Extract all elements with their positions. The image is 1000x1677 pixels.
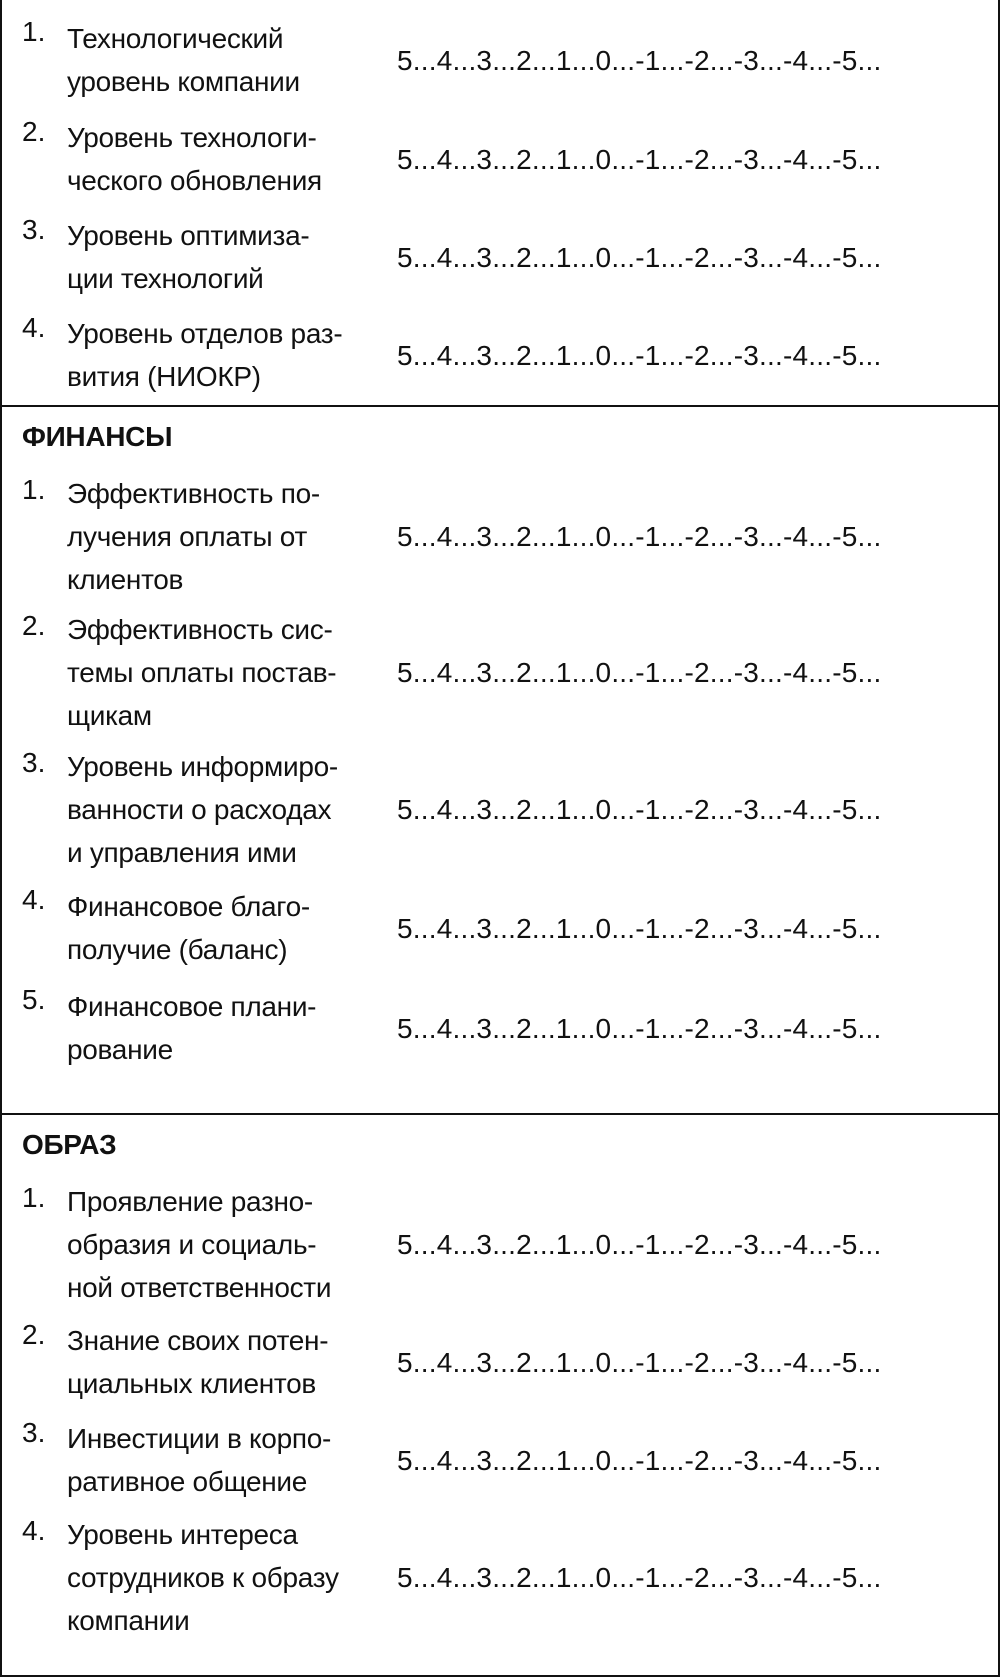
table-row xyxy=(2,978,998,1078)
item-label: Уровень интереса сотрудников к образу компании xyxy=(67,1519,339,1636)
table-row xyxy=(2,604,998,741)
section-image xyxy=(2,1113,998,1673)
item-label: Финансовое плани- рование xyxy=(67,991,317,1065)
rating-scale: 5...4...3...2...1...0...-1...-2...-3...-4...-5... xyxy=(397,1562,882,1593)
item-number: 1. xyxy=(22,474,46,505)
rating-scale: 5...4...3...2...1...0...-1...-2...-3...-4...-5... xyxy=(397,1444,882,1476)
table-row xyxy=(2,110,998,208)
item-label: Эффективность по- лучения оплаты от клиентов xyxy=(67,477,320,595)
table-row xyxy=(2,208,998,306)
item-number: 2. xyxy=(22,610,46,641)
item-number: 3. xyxy=(22,214,46,245)
rating-scale: 5...4...3...2...1...0...-1...-2...-3...-4...-5... xyxy=(397,1229,882,1260)
rating-scale: 5...4...3...2...1...0...-1...-2...-3...-4...-5... xyxy=(397,241,882,273)
item-label: Уровень отделов раз- вития (НИОКР) xyxy=(67,318,343,392)
table-row xyxy=(2,878,998,978)
item-label: Уровень информиро- ванности о расходах и управления ими xyxy=(67,751,338,868)
rating-scale: 5...4...3...2...1...0...-1...-2...-3...-4...-5... xyxy=(397,143,882,175)
item-number: 4. xyxy=(22,884,46,915)
item-label: Уровень оптимиза- ции технологий xyxy=(67,220,310,294)
section-technology xyxy=(2,0,998,405)
item-number: 2. xyxy=(22,1319,46,1350)
item-number: 3. xyxy=(22,1417,46,1448)
item-label: Эффективность сис- темы оплаты постав- щикам xyxy=(67,614,337,731)
table-row xyxy=(2,468,998,604)
item-number: 2. xyxy=(22,116,46,147)
item-number: 4. xyxy=(22,312,46,343)
table-row xyxy=(2,10,998,110)
item-label: Технологический уровень компании xyxy=(67,23,300,97)
item-number: 3. xyxy=(22,747,46,778)
rating-scale: 5...4...3...2...1...0...-1...-2...-3...-4...-5... xyxy=(397,1012,882,1044)
item-label: Финансовое благо- получие (баланс) xyxy=(67,891,310,965)
rating-scale: 5...4...3...2...1...0...-1...-2...-3...-4...-5... xyxy=(397,520,882,552)
table-row xyxy=(2,1509,998,1646)
table-row xyxy=(2,1411,998,1509)
item-number: 5. xyxy=(22,984,46,1015)
table-row xyxy=(2,1176,998,1313)
item-label: Уровень технологи- ческого обновления xyxy=(67,122,322,196)
item-number: 1. xyxy=(22,16,46,47)
item-label: Инвестиции в корпо- ративное общение xyxy=(67,1423,332,1497)
rating-scale: 5...4...3...2...1...0...-1...-2...-3...-4...-5... xyxy=(397,44,882,76)
section-title: ФИНАНСЫ xyxy=(22,421,173,452)
rating-scale: 5...4...3...2...1...0...-1...-2...-3...-4...-5... xyxy=(397,339,882,371)
table-row xyxy=(2,306,998,404)
item-label: Знание своих потен- циальных клиентов xyxy=(67,1325,329,1399)
rating-scale: 5...4...3...2...1...0...-1...-2...-3...-4...-5... xyxy=(397,1346,882,1378)
item-number: 4. xyxy=(22,1515,46,1546)
table-row xyxy=(2,1313,998,1411)
rating-scale: 5...4...3...2...1...0...-1...-2...-3...-4...-5... xyxy=(397,794,882,825)
rating-scale: 5...4...3...2...1...0...-1...-2...-3...-4...-5... xyxy=(397,912,882,944)
item-number: 1. xyxy=(22,1182,46,1213)
table-row xyxy=(2,741,998,878)
item-label: Проявление разно- образия и социаль- ной ответственности xyxy=(67,1186,332,1303)
rating-scale: 5...4...3...2...1...0...-1...-2...-3...-4...-5... xyxy=(397,657,882,688)
section-title: ОБРАЗ xyxy=(22,1129,117,1160)
section-finance xyxy=(2,405,998,1113)
